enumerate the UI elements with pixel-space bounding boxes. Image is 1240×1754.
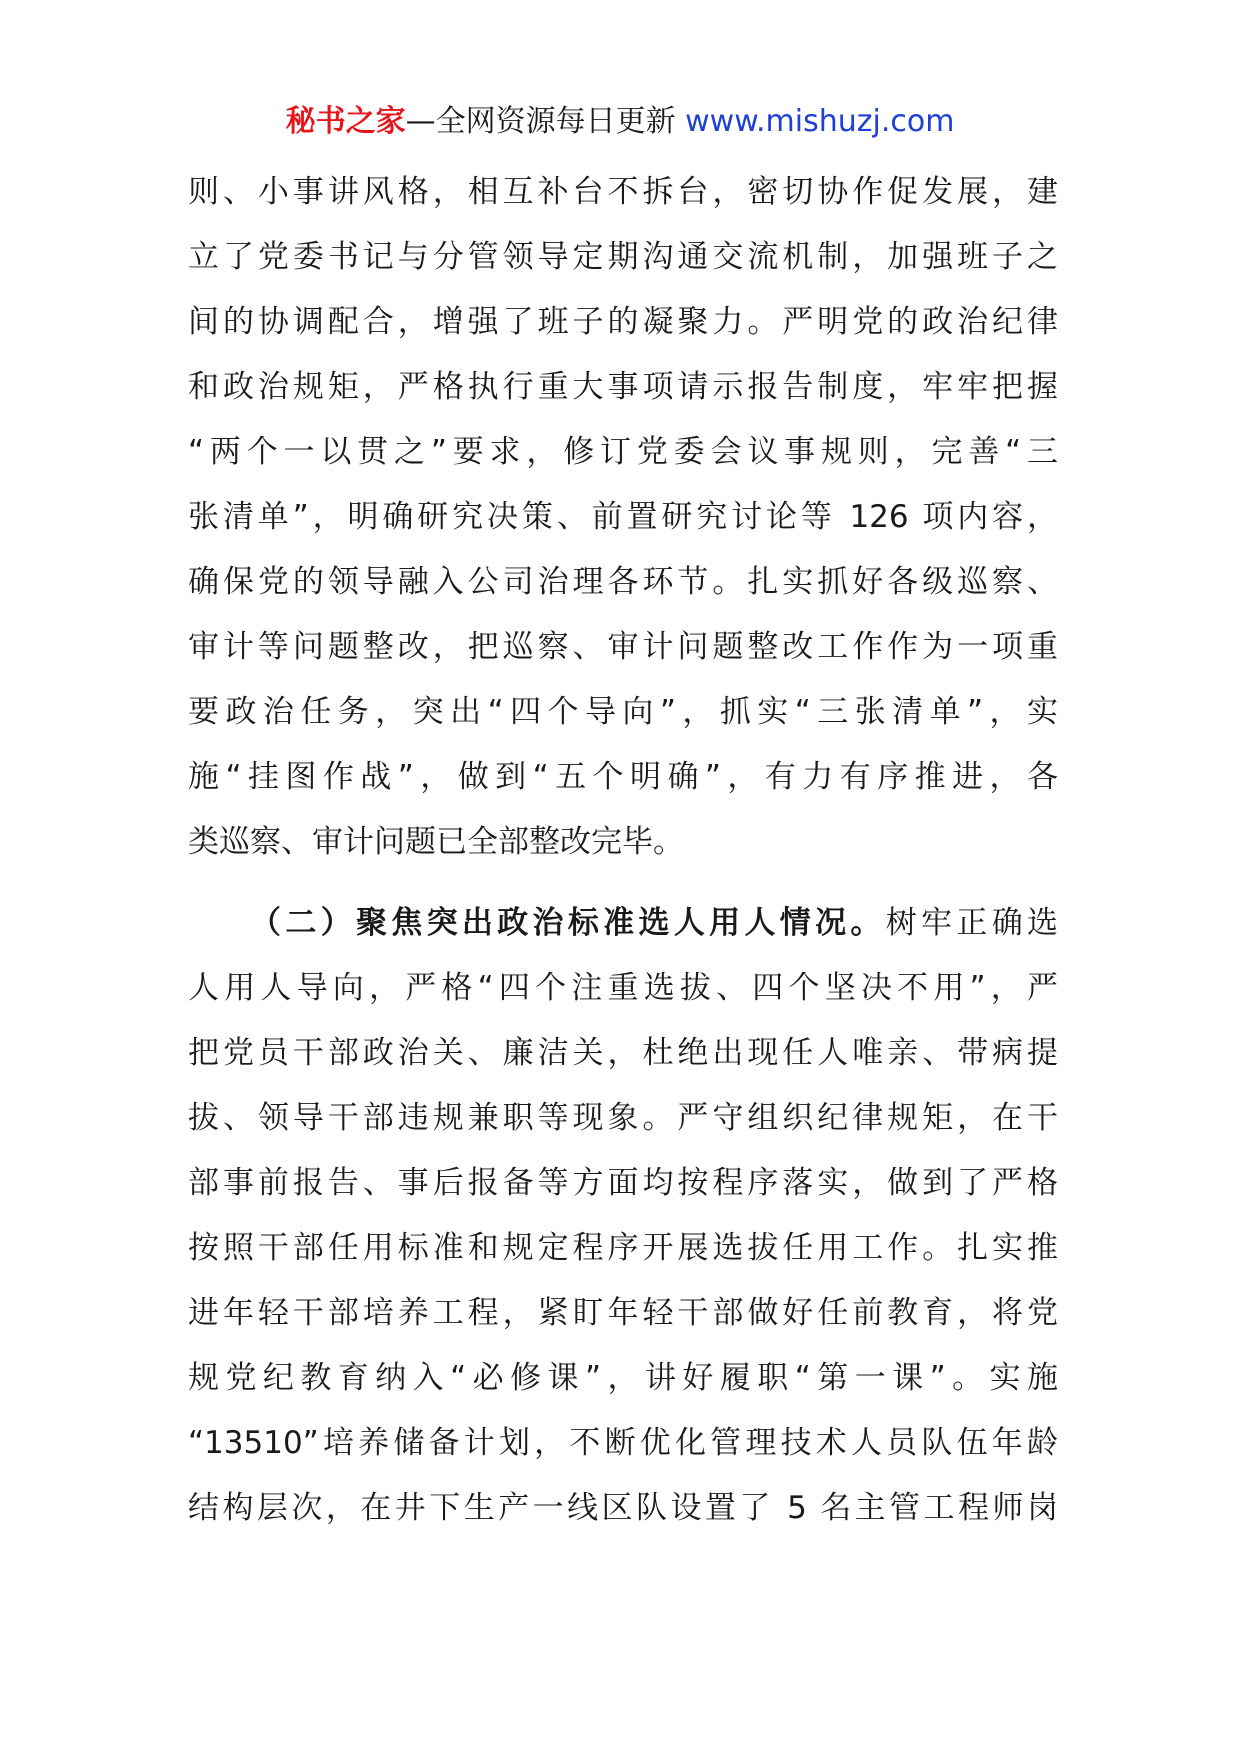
document-body	[188, 160, 1058, 1541]
text-line: 施“挂图作战”，做到“五个明确”，有力有序推进，各	[188, 759, 1058, 795]
paragraph-2	[188, 891, 1058, 1541]
website-url: www.mishuzj.com	[685, 104, 955, 139]
header-tagline: —全网资源每日更新	[405, 104, 686, 139]
text-line: 则、小事讲风格，相互补台不拆台，密切协作促发展，建	[188, 174, 1058, 210]
section-first-line-text: 树牢正确选	[885, 905, 1059, 941]
text-line: 规党纪教育纳入“必修课”，讲好履职“第一课”。实施	[188, 1360, 1058, 1396]
paragraph-spacer	[188, 875, 1058, 891]
section-first-line	[188, 891, 1058, 956]
text-line: 部事前报告、事后报备等方面均按程序落实，做到了严格	[188, 1165, 1058, 1201]
brand-name: 秘书之家	[285, 104, 406, 139]
text-line: 进年轻干部培养工程，紧盯年轻干部做好任前教育，将党	[188, 1295, 1058, 1331]
text-line: 拔、领导干部违规兼职等现象。严守组织纪律规矩，在干	[188, 1100, 1058, 1136]
text-line: 和政治规矩，严格执行重大事项请示报告制度，牢牢把握	[188, 369, 1058, 405]
text-line: 按照干部任用标准和规定程序开展选拔任用工作。扎实推	[188, 1230, 1058, 1266]
text-line: 把党员干部政治关、廉洁关，杜绝出现任人唯亲、带病提	[188, 1035, 1058, 1071]
text-line: 结构层次，在井下生产一线区队设置了 5 名主管工程师岗	[188, 1490, 1058, 1526]
paragraph-1	[188, 160, 1058, 875]
text-line: “13510”培养储备计划，不断优化管理技术人员队伍年龄	[188, 1425, 1058, 1461]
text-line: 人用人导向，严格“四个注重选拔、四个坚决不用”，严	[188, 970, 1058, 1006]
section-heading: （二）聚焦突出政治标准选人用人情况。	[250, 905, 886, 941]
text-line: 间的协调配合，增强了班子的凝聚力。严明党的政治纪律	[188, 304, 1058, 340]
text-line: 审计等问题整改，把巡察、审计问题整改工作作为一项重	[188, 629, 1058, 665]
page-header	[0, 100, 1240, 144]
text-line: 确保党的领导融入公司治理各环节。扎实抓好各级巡察、	[188, 564, 1058, 600]
text-line: 类巡察、审计问题已全部整改完毕。	[188, 824, 684, 860]
text-line: “两个一以贯之”要求，修订党委会议事规则，完善“三	[188, 434, 1058, 470]
text-line: 立了党委书记与分管领导定期沟通交流机制，加强班子之	[188, 239, 1058, 275]
text-line: 张清单”，明确研究决策、前置研究讨论等 126 项内容，	[188, 499, 1058, 535]
text-line: 要政治任务，突出“四个导向”，抓实“三张清单”，实	[188, 694, 1058, 730]
